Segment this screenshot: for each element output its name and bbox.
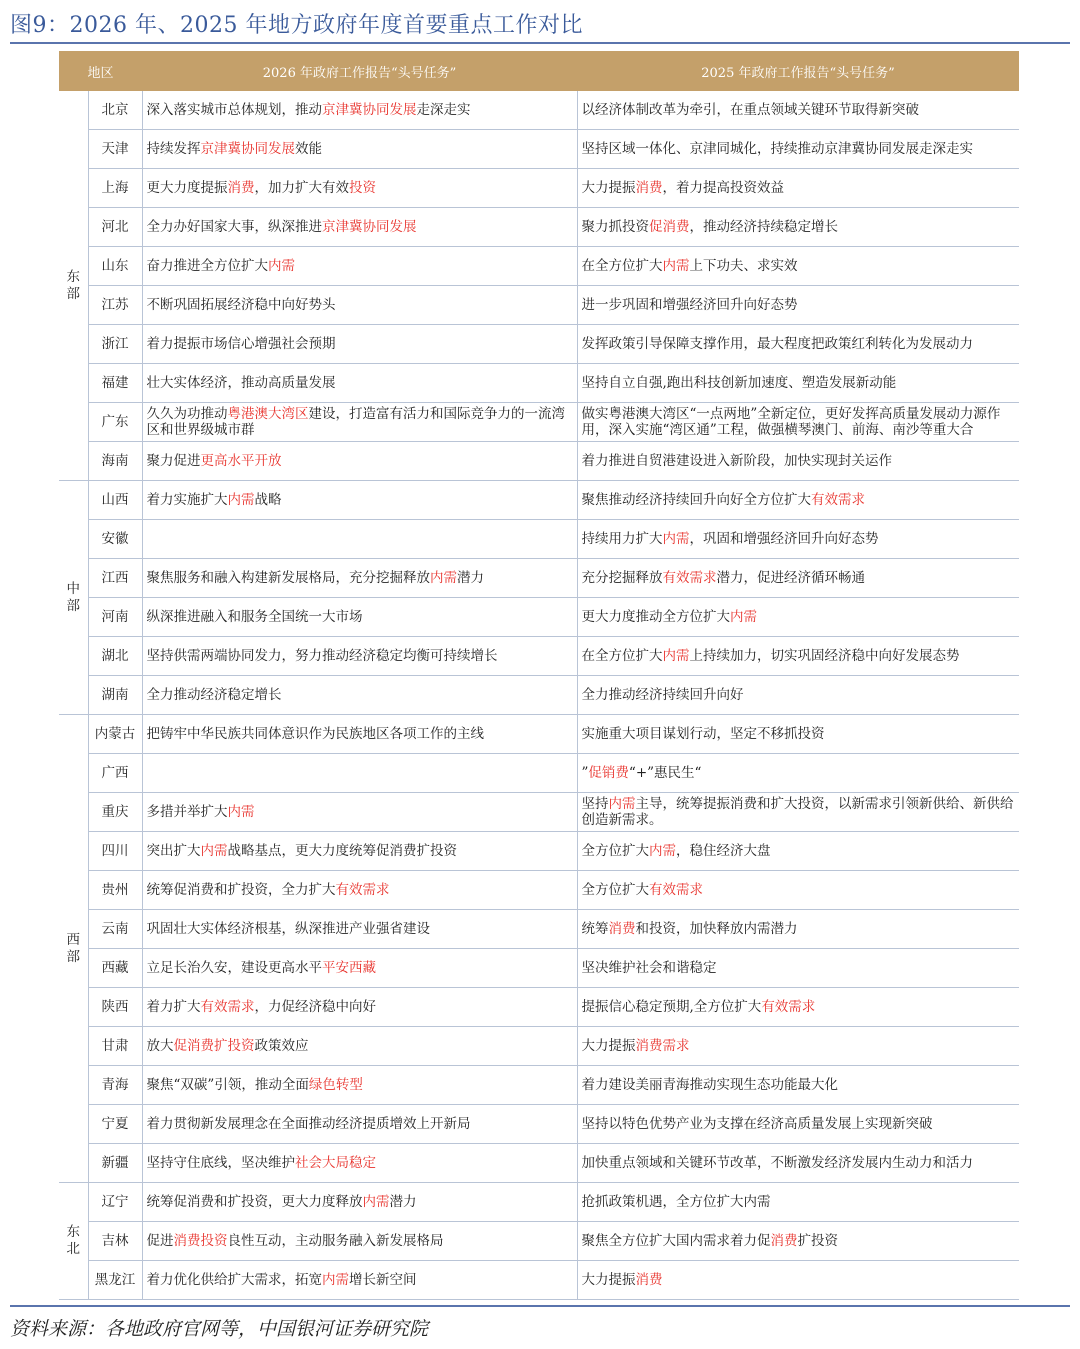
task-2026-cell (142, 715, 577, 754)
highlight-text: 有效需求 (649, 882, 704, 898)
plain-text: ，稳住经济大盘 (676, 843, 771, 859)
province-cell: 山东 (88, 247, 142, 286)
task-2026-cell (142, 598, 577, 637)
task-2025-cell (577, 520, 1019, 559)
task-2025-cell (577, 1144, 1019, 1183)
province-cell: 广西 (88, 754, 142, 793)
plain-text: 潜力 (389, 1194, 417, 1210)
plain-text: 统筹 (581, 921, 609, 937)
plain-text: 在全方位扩大 (581, 258, 663, 274)
task-2026-cell (142, 1261, 577, 1300)
plain-text: 全力推动经济稳定增长 (146, 687, 282, 703)
plain-text: 增长新空间 (349, 1272, 417, 1288)
province-cell: 浙江 (88, 325, 142, 364)
plain-text: 放大 (146, 1038, 174, 1054)
plain-text: 扩投资 (797, 1233, 839, 1249)
table-row (59, 1222, 1019, 1261)
task-2025-cell (577, 325, 1019, 364)
plain-text: 着力优化供给扩大需求，拓宽 (146, 1272, 323, 1288)
task-2026-cell (142, 286, 577, 325)
plain-text: 全力办好国家大事，纵深推进 (146, 219, 323, 235)
plain-text: 着力贯彻新发展理念在全面推动经济提质增效上开新局 (146, 1116, 471, 1132)
highlight-text: 内需 (662, 648, 690, 664)
task-2026-cell (142, 1144, 577, 1183)
table-row (59, 130, 1019, 169)
plain-text: 以经济体制改革为牵引，在重点领域关键环节取得新突破 (581, 102, 920, 118)
plain-text: ” (581, 765, 589, 781)
highlight-text: 有效需求 (662, 570, 717, 586)
highlight-text: 社会大局稳定 (295, 1155, 377, 1171)
task-2025-cell (577, 676, 1019, 715)
plain-text: 大力提振 (581, 180, 636, 196)
table-row (59, 676, 1019, 715)
plain-text: 坚持自立自强,跑出科技创新加速度、塑造发展新动能 (581, 375, 897, 391)
table-row (59, 286, 1019, 325)
plain-text: 全方位扩大 (581, 843, 650, 859)
plain-text: 上持续加力，切实巩固经济稳中向好发展态势 (689, 648, 960, 664)
plain-text: 提振信心稳定预期,全方位扩大 (581, 999, 762, 1015)
plain-text: 大力提振 (581, 1038, 636, 1054)
province-cell: 上海 (88, 169, 142, 208)
plain-text: 良性互动，主动服务融入新发展格局 (227, 1233, 444, 1249)
table-row (59, 637, 1019, 676)
task-2026-cell (142, 403, 577, 442)
plain-text: 进一步巩固和增强经济回升向好态势 (581, 297, 798, 313)
task-2026-cell (142, 637, 577, 676)
task-2025-cell (577, 481, 1019, 520)
highlight-text: 绿色转型 (308, 1077, 363, 1093)
highlight-text: 粤港澳大湾区 (227, 406, 309, 422)
plain-text: ，巩固和增强经济回升向好态势 (689, 531, 879, 547)
table-row (59, 988, 1019, 1027)
province-cell: 辽宁 (88, 1183, 142, 1222)
plain-text: 和投资，加快释放内需潜力 (635, 921, 798, 937)
highlight-text: 消费 (608, 921, 636, 937)
highlight-text: 内需 (430, 570, 458, 586)
province-cell: 新疆 (88, 1144, 142, 1183)
plain-text: 在全方位扩大 (581, 648, 663, 664)
plain-text: 做实粤港澳大湾区“一点两地”全新定位，更好发挥高质量发展动力源作用，深入实施“湾区通”工程，做强横琴澳门、前海、南沙等重大合 (581, 406, 1001, 438)
plain-text: 坚持供需两端协同发力，努力推动经济稳定均衡可持续增长 (146, 648, 498, 664)
task-2026-cell (142, 949, 577, 988)
highlight-text: 京津冀协同发展 (200, 141, 296, 157)
task-2025-cell (577, 793, 1019, 832)
table-header-row (59, 51, 1019, 91)
highlight-text: 内需 (227, 804, 255, 820)
highlight-text: 内需 (227, 492, 255, 508)
plain-text: 深入落实城市总体规划，推动 (146, 102, 323, 118)
task-2025-cell (577, 91, 1019, 130)
table-row (59, 910, 1019, 949)
highlight-text: 消费 (770, 1233, 798, 1249)
province-cell: 黑龙江 (88, 1261, 142, 1300)
highlight-text: 内需 (730, 609, 758, 625)
task-2026-cell (142, 1105, 577, 1144)
header-2026: 2026 年政府工作报告“头号任务” (142, 51, 577, 91)
task-2026-cell (142, 325, 577, 364)
table-body (59, 91, 1019, 1300)
task-2026-cell (142, 1066, 577, 1105)
plain-text: 坚持区域一体化、京津同城化，持续推动京津冀协同发展走深走实 (581, 141, 974, 157)
highlight-text: 投资 (349, 180, 377, 196)
table-row (59, 832, 1019, 871)
highlight-text: 有效需求 (811, 492, 866, 508)
task-2026-cell (142, 208, 577, 247)
region-cell: 西 部 (59, 715, 88, 1183)
plain-text: “+”惠民生“ (628, 765, 702, 781)
highlight-text: 内需 (662, 258, 690, 274)
plain-text: 着力建设美丽青海推动实现生态功能最大化 (581, 1077, 839, 1093)
plain-text: 主导，统筹提振消费和扩大投资，以新需求引领新供给、新供给创造新需求。 (581, 796, 1014, 828)
header-2025: 2025 年政府工作报告“头号任务” (577, 51, 1019, 91)
task-2026-cell (142, 442, 577, 481)
plain-text: ，着力提高投资效益 (662, 180, 785, 196)
plain-text: 聚焦服务和融入构建新发展格局，充分挖掘释放 (146, 570, 431, 586)
task-2025-cell (577, 598, 1019, 637)
table-row (59, 1183, 1019, 1222)
highlight-text: 京津冀协同发展 (322, 102, 417, 118)
task-2025-cell (577, 559, 1019, 598)
table-row (59, 1144, 1019, 1183)
table-row (59, 169, 1019, 208)
source-note: 资料来源：各地政府官网等，中国银河证券研究院 (10, 1318, 429, 1340)
plain-text: 实施重大项目谋划行动，坚定不移抓投资 (581, 726, 825, 742)
task-2026-cell (142, 754, 577, 793)
plain-text: 聚焦全方位扩大国内需求着力促 (581, 1233, 771, 1249)
task-2026-cell (142, 520, 577, 559)
task-2025-cell (577, 910, 1019, 949)
task-2026-cell (142, 1027, 577, 1066)
province-cell: 河南 (88, 598, 142, 637)
task-2025-cell (577, 169, 1019, 208)
task-2026-cell (142, 988, 577, 1027)
task-2025-cell (577, 1027, 1019, 1066)
highlight-text: 消费 (635, 1272, 663, 1288)
table-row (59, 715, 1019, 754)
task-2026-cell (142, 559, 577, 598)
comparison-table (59, 51, 1019, 1300)
province-cell: 重庆 (88, 793, 142, 832)
province-cell: 山西 (88, 481, 142, 520)
plain-text: 统筹促消费和扩投资，更大力度释放 (146, 1194, 363, 1210)
plain-text: 更大力度推动全方位扩大 (581, 609, 731, 625)
task-2025-cell (577, 403, 1019, 442)
plain-text: ，推动经济持续稳定增长 (689, 219, 839, 235)
province-cell: 天津 (88, 130, 142, 169)
plain-text: ，加力扩大有效 (254, 180, 350, 196)
table-row (59, 793, 1019, 832)
task-2025-cell (577, 1105, 1019, 1144)
table-row (59, 208, 1019, 247)
header-region: 地区 (59, 51, 142, 91)
region-cell: 东 北 (59, 1183, 88, 1300)
highlight-text: 内需 (662, 531, 690, 547)
task-2026-cell (142, 91, 577, 130)
province-cell: 广东 (88, 403, 142, 442)
highlight-text: 促消费 (649, 219, 690, 235)
task-2025-cell (577, 1222, 1019, 1261)
plain-text: ，力促经济稳中向好 (254, 999, 377, 1015)
plain-text: 潜力，促进经济循环畅通 (716, 570, 866, 586)
province-cell: 云南 (88, 910, 142, 949)
task-2026-cell (142, 481, 577, 520)
plain-text: 奋力推进全方位扩大 (146, 258, 269, 274)
bottom-rule (10, 1305, 1070, 1307)
plain-text: 立足长治久安，建设更高水平 (146, 960, 323, 976)
province-cell: 陕西 (88, 988, 142, 1027)
plain-text: 促进 (146, 1233, 174, 1249)
task-2026-cell (142, 910, 577, 949)
plain-text: 着力实施扩大 (146, 492, 228, 508)
plain-text: 壮大实体经济，推动高质量发展 (146, 375, 336, 391)
plain-text: 突出扩大 (146, 843, 201, 859)
province-cell: 四川 (88, 832, 142, 871)
task-2026-cell (142, 1183, 577, 1222)
plain-text: 全力推动经济持续回升向好 (581, 687, 744, 703)
table-row (59, 364, 1019, 403)
plain-text: 把铸牢中华民族共同体意识作为民族地区各项工作的主线 (146, 726, 485, 742)
highlight-text: 内需 (322, 1272, 350, 1288)
plain-text: 纵深推进融入和服务全国统一大市场 (146, 609, 363, 625)
province-cell: 北京 (88, 91, 142, 130)
table-row (59, 481, 1019, 520)
plain-text: 着力提振市场信心增强社会预期 (146, 336, 336, 352)
region-cell: 东 部 (59, 91, 88, 481)
table-row (59, 325, 1019, 364)
task-2025-cell (577, 247, 1019, 286)
province-cell: 江西 (88, 559, 142, 598)
task-2026-cell (142, 832, 577, 871)
highlight-text: 内需 (649, 843, 677, 859)
task-2025-cell (577, 286, 1019, 325)
plain-text: 坚持守住底线，坚决维护 (146, 1155, 296, 1171)
province-cell: 西藏 (88, 949, 142, 988)
task-2025-cell (577, 442, 1019, 481)
province-cell: 江苏 (88, 286, 142, 325)
plain-text: 坚决维护社会和谐稳定 (581, 960, 717, 976)
table-row (59, 598, 1019, 637)
task-2025-cell (577, 988, 1019, 1027)
table-row (59, 559, 1019, 598)
highlight-text: 消费 (227, 180, 255, 196)
province-cell: 吉林 (88, 1222, 142, 1261)
province-cell: 湖北 (88, 637, 142, 676)
plain-text: 上下功夫、求实效 (689, 258, 798, 274)
table-row (59, 754, 1019, 793)
table-row (59, 949, 1019, 988)
task-2026-cell (142, 247, 577, 286)
plain-text: 着力扩大 (146, 999, 201, 1015)
task-2026-cell (142, 1222, 577, 1261)
plain-text: 巩固壮大实体经济根基，纵深推进产业强省建设 (146, 921, 431, 937)
plain-text: 统筹促消费和扩投资，全力扩大 (146, 882, 336, 898)
province-cell: 青海 (88, 1066, 142, 1105)
plain-text: 战略基点，更大力度统筹促消费扩投资 (227, 843, 458, 859)
region-cell: 中 部 (59, 481, 88, 715)
task-2026-cell (142, 871, 577, 910)
highlight-text: 内需 (362, 1194, 390, 1210)
province-cell: 福建 (88, 364, 142, 403)
table-row (59, 91, 1019, 130)
highlight-text: 内需 (200, 843, 228, 859)
province-cell: 甘肃 (88, 1027, 142, 1066)
table-row (59, 247, 1019, 286)
plain-text: 发挥政策引导保障支撑作用，最大程度把政策红利转化为发展动力 (581, 336, 974, 352)
province-cell: 河北 (88, 208, 142, 247)
highlight-text: 平安西藏 (322, 960, 377, 976)
province-cell: 贵州 (88, 871, 142, 910)
plain-text: 坚持 (581, 796, 609, 812)
plain-text: 不断巩固拓展经济稳中向好势头 (146, 297, 336, 313)
plain-text: 着力推进自贸港建设进入新阶段，加快实现封关运作 (581, 453, 893, 469)
plain-text: 效能 (295, 141, 323, 157)
highlight-text: 促销费 (588, 765, 629, 781)
plain-text: 全方位扩大 (581, 882, 650, 898)
highlight-text: 消费 (635, 180, 663, 196)
highlight-text: 有效需求 (200, 999, 255, 1015)
province-cell: 宁夏 (88, 1105, 142, 1144)
task-2026-cell (142, 364, 577, 403)
plain-text: 持续用力扩大 (581, 531, 663, 547)
highlight-text: 消费需求 (635, 1038, 690, 1054)
task-2025-cell (577, 637, 1019, 676)
task-2025-cell (577, 949, 1019, 988)
task-2026-cell (142, 130, 577, 169)
plain-text: 久久为功推动 (146, 406, 228, 422)
task-2026-cell (142, 676, 577, 715)
table-row (59, 871, 1019, 910)
task-2025-cell (577, 715, 1019, 754)
task-2025-cell (577, 832, 1019, 871)
task-2025-cell (577, 1183, 1019, 1222)
task-2025-cell (577, 1066, 1019, 1105)
top-rule (10, 42, 1070, 44)
table-row (59, 1066, 1019, 1105)
table-row (59, 1261, 1019, 1300)
plain-text: 抢抓政策机遇，全方位扩大内需 (581, 1194, 771, 1210)
table-row (59, 403, 1019, 442)
plain-text: 多措并举扩大 (146, 804, 228, 820)
plain-text: 坚持以特色优势产业为支撑在经济高质量发展上实现新突破 (581, 1116, 933, 1132)
plain-text: 大力提振 (581, 1272, 636, 1288)
table-row (59, 1027, 1019, 1066)
table-row (59, 1105, 1019, 1144)
highlight-text: 更高水平开放 (200, 453, 282, 469)
highlight-text: 内需 (268, 258, 296, 274)
highlight-text: 内需 (608, 796, 636, 812)
plain-text: 持续发挥 (146, 141, 201, 157)
plain-text: 聚焦推动经济持续回升向好全方位扩大 (581, 492, 812, 508)
plain-text: 更大力度提振 (146, 180, 228, 196)
task-2025-cell (577, 1261, 1019, 1300)
highlight-text: 京津冀协同发展 (322, 219, 417, 235)
task-2026-cell (142, 793, 577, 832)
province-cell: 内蒙古 (88, 715, 142, 754)
task-2025-cell (577, 364, 1019, 403)
plain-text: 政策效应 (254, 1038, 309, 1054)
task-2025-cell (577, 130, 1019, 169)
task-2025-cell (577, 871, 1019, 910)
plain-text: 走深走实 (416, 102, 471, 118)
plain-text: 聚力促进 (146, 453, 201, 469)
figure-title: 图9：2026 年、2025 年地方政府年度首要重点工作对比 (10, 13, 583, 38)
plain-text: 建设，打造富有活力和国际竞争力的一流湾区和世界级城市群 (146, 406, 566, 438)
table-row (59, 442, 1019, 481)
highlight-text: 促消费扩投资 (173, 1038, 255, 1054)
highlight-text: 有效需求 (761, 999, 816, 1015)
province-cell: 海南 (88, 442, 142, 481)
task-2026-cell (142, 169, 577, 208)
plain-text: 加快重点领域和关键环节改革，不断激发经济发展内生动力和活力 (581, 1155, 974, 1171)
plain-text: 聚力抓投资 (581, 219, 650, 235)
highlight-text: 消费投资 (173, 1233, 228, 1249)
plain-text: 聚焦“双碳”引领，推动全面 (146, 1077, 309, 1093)
plain-text: 战略 (254, 492, 282, 508)
highlight-text: 有效需求 (335, 882, 390, 898)
task-2025-cell (577, 754, 1019, 793)
province-cell: 安徽 (88, 520, 142, 559)
plain-text: 充分挖掘释放 (581, 570, 663, 586)
plain-text: 潜力 (457, 570, 485, 586)
table-row (59, 520, 1019, 559)
task-2025-cell (577, 208, 1019, 247)
province-cell: 湖南 (88, 676, 142, 715)
